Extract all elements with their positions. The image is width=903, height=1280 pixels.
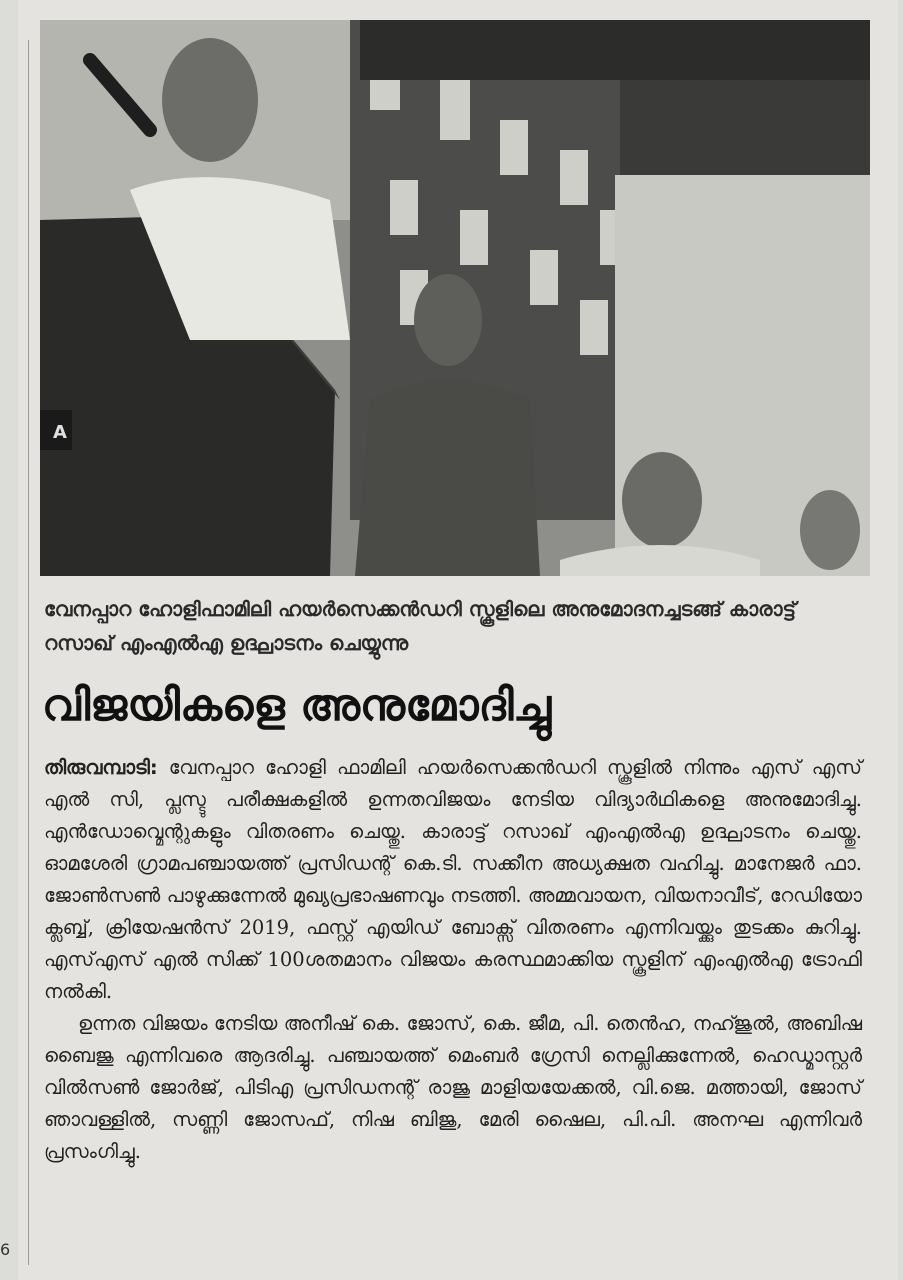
article-paragraph-1-text: വേനപ്പാറ ഹോളി ഫാമിലി ഹയർസെക്കൻഡറി സ്കൂളിൽ നിന്നും എസ് എസ് എൽ സി, പ്ലസ്ടു പരീക്ഷകളിൽ ഉന്നതവിജയം നേടിയ വിദ്യാർഥികളെ അനുമോദിച്ചു. എൻഡോവ്മെന്റുകളും വിതരണം ചെയ്തു. കാരാട്ട് റസാഖ് എംഎൽഎ ഉദ്ഘാടനം ചെയ്തു. ഓമശേരി ഗ്രാമപഞ്ചായത്ത് പ്രസിഡന്റ് കെ.ടി. സക്കീന അധ്യക്ഷത വഹിച്ചു. മാനേജർ ഫാ. ജോൺസൺ പാഴുക്കുന്നേൽ മുഖ്യപ്രഭാഷണവും നടത്തി. അമ്മവായന, വിയനാവീട്, റേഡിയോ ക്ലബ്ബ്, ക്രിയേഷൻസ് 2019, ഫസ്റ്റ് എയിഡ് ബോക്സ് വിതരണം എന്നിവയ്ക്കും തുടക്കം കുറിച്ചു. എസ്എസ് എൽ സിക്ക് 100ശതമാനം വിജയം കരസ്ഥമാക്കിയ സ്കൂളിന് എംഎൽഎ ട്രോഫി നൽകി. xyxy=(44,756,862,1003)
article-paragraph-1 xyxy=(44,752,862,1008)
article-headline: വിജയികളെ അനുമോദിച്ചു xyxy=(42,680,552,731)
photo-illustration xyxy=(40,20,870,576)
article-body xyxy=(44,752,862,1168)
column-rule xyxy=(28,40,29,1265)
photo-caption: വേനപ്പാറ ഹോളിഫാമിലി ഹയർസെക്കൻഡറി സ്കൂളിലെ അനുമോദനച്ചടങ്ങ് കാരാട്ട് റസാഖ് എംഎൽഎ ഉദ്ഘാടനം ചെയ്യുന്നു xyxy=(44,597,797,655)
news-photo xyxy=(40,20,870,576)
page-edge-mark: 6 xyxy=(0,1240,11,1259)
article-paragraph-2: ഉന്നത വിജയം നേടിയ അനീഷ് കെ. ജോസ്, കെ. ജീമ, പി. തെൻഹ, നഹ്ജുൽ, അബിഷ ബൈജു എന്നിവരെ ആദരിച്ചു. പഞ്ചായത്ത് മെംബർ ഗ്രേസി നെല്ലിക്കുന്നേൽ, ഹെഡ്മാസ്റ്റർ വിൽസൺ ജോർജ്, പിടിഎ പ്രസിഡനന്റ് രാജു മാളിയയേക്കൽ, വി.ജെ. മത്തായി, ജോസ് ഞാവള്ളിൽ, സണ്ണി ജോസഫ്, നിഷ ബിജു, മേരി ഷൈല, പി.പി. അനഘ എന്നിവർ പ്രസംഗിച്ചു. xyxy=(44,1012,862,1163)
article-dateline: തിരുവമ്പാടി: xyxy=(44,756,158,779)
photo-corner-text: A xyxy=(53,422,67,443)
